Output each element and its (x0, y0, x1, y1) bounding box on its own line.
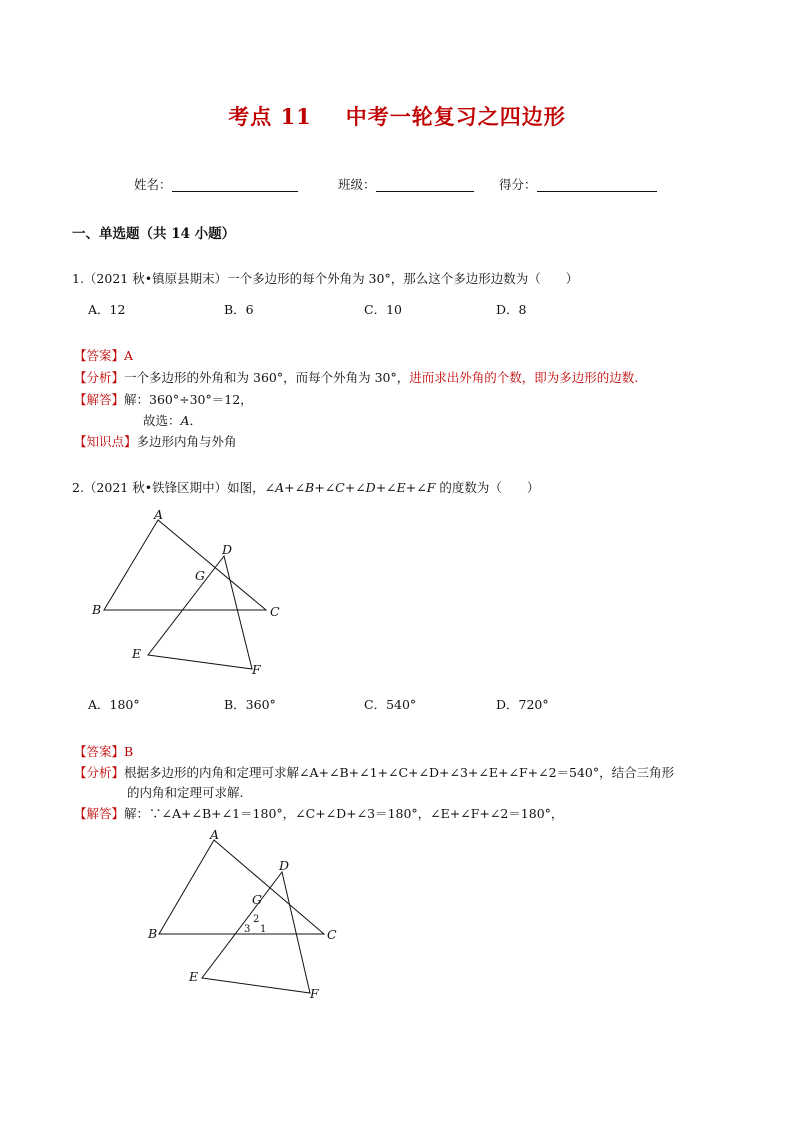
q1-solution-choice-letter: A (180, 413, 190, 428)
q2-solution-line1: 解：∵∠A+∠B+∠1＝180°，∠C+∠D+∠3＝180°，∠E+∠F+∠2＝180°， (124, 806, 564, 821)
q2-stem-suffix: 的度数为（ ） (435, 480, 540, 495)
angle-label-3: 3 (244, 924, 251, 935)
q2-stem-prefix: 2.（2021 秋•铁锋区期中）如图， (72, 480, 265, 495)
label-e: E (189, 969, 199, 984)
label-b: B (92, 602, 102, 617)
name-field[interactable] (134, 175, 298, 193)
section-heading: 一、单选题（共 14 小题） (72, 226, 236, 242)
q1-option-b: B．6 (224, 302, 254, 317)
label-f: F (310, 986, 319, 1001)
q2-option-d: D．720° (496, 697, 549, 712)
label-g: G (252, 892, 262, 907)
q2-solution-figure (140, 828, 350, 1008)
label-g: G (195, 568, 205, 583)
figure1-lines (104, 520, 266, 669)
page-title (0, 101, 794, 131)
q1-solution (74, 390, 253, 408)
label-c: C (270, 604, 280, 619)
q1-option-c: C．10 (364, 302, 402, 317)
q2-answer-tag: 【答案】 (74, 744, 125, 759)
label-e: E (132, 646, 142, 661)
q1-answer-value: A (124, 348, 134, 363)
q1-solution-line2 (143, 411, 202, 429)
class-label: 班级： (338, 177, 376, 192)
label-a: A (154, 507, 164, 522)
label-c: C (327, 927, 337, 942)
class-blank[interactable] (376, 177, 474, 192)
q2-stem (72, 478, 539, 496)
q1-solution-tag: 【解答】 (74, 392, 125, 407)
label-d: D (222, 542, 233, 557)
angle-label-1: 1 (260, 924, 267, 935)
q1-option-a: A．12 (88, 302, 126, 317)
q2-option-c: C．540° (364, 697, 417, 712)
q2-analysis (74, 763, 674, 781)
title-topic-number: 考点 11 (228, 104, 312, 129)
angle-label-2: 2 (253, 914, 260, 925)
name-blank[interactable] (172, 177, 298, 192)
label-b: B (148, 926, 158, 941)
q2-figure (86, 500, 296, 680)
name-label: 姓名： (134, 177, 172, 192)
q2-stem-math: ∠A+∠B+∠C+∠D+∠E+∠F (264, 480, 436, 495)
label-a: A (210, 828, 220, 842)
q1-analysis-text: 一个多边形的外角和为 360°，而每个外角为 30°， (124, 370, 410, 385)
class-field[interactable] (338, 175, 474, 193)
q2-option-b: B．360° (224, 697, 276, 712)
q1-answer-tag: 【答案】 (74, 348, 125, 363)
q1-analysis-tag: 【分析】 (74, 370, 125, 385)
triangle-abc (159, 840, 324, 934)
score-field[interactable] (499, 175, 657, 193)
triangle-abc (104, 520, 266, 610)
score-label: 得分： (499, 177, 537, 192)
q1-solution-line1: 解：360°÷30°＝12， (124, 392, 253, 407)
q1-option-d: D．8 (496, 302, 527, 317)
q1-stem: 1.（2021 秋•镇原县期末）一个多边形的每个外角为 30°，那么这个多边形边数为（ ） (72, 271, 579, 286)
q2-solution-tag: 【解答】 (74, 806, 125, 821)
q1-analysis-red-text: 进而求出外角的个数，即为多边形的边数. (409, 370, 639, 385)
q1-answer (74, 346, 133, 364)
label-f: F (252, 662, 261, 677)
q1-knowledge (74, 432, 237, 450)
q1-knowledge-text: 多边形内角与外角 (136, 434, 237, 449)
q1-analysis (74, 368, 638, 386)
title-topic-name: 中考一轮复习之四边形 (345, 104, 566, 129)
q2-answer (74, 742, 133, 760)
figure2-lines (159, 840, 324, 993)
q1-solution-choice-label: 故选： (143, 413, 181, 428)
q2-analysis-tag: 【分析】 (74, 765, 125, 780)
q2-solution (74, 804, 563, 822)
q2-analysis-line2: 的内角和定理可求解. (127, 785, 244, 800)
q2-option-a: A．180° (88, 697, 140, 712)
q2-analysis-line1: 根据多边形的内角和定理可求解∠A+∠B+∠1+∠C+∠D+∠3+∠E+∠F+∠2＝540°，结合三角形 (124, 765, 675, 780)
triangle-def (202, 872, 310, 993)
q1-knowledge-tag: 【知识点】 (74, 434, 137, 449)
q2-answer-value: B (124, 744, 134, 759)
score-blank[interactable] (537, 177, 657, 192)
label-d: D (279, 858, 290, 873)
q1-solution-choice-end: ． (189, 413, 203, 428)
